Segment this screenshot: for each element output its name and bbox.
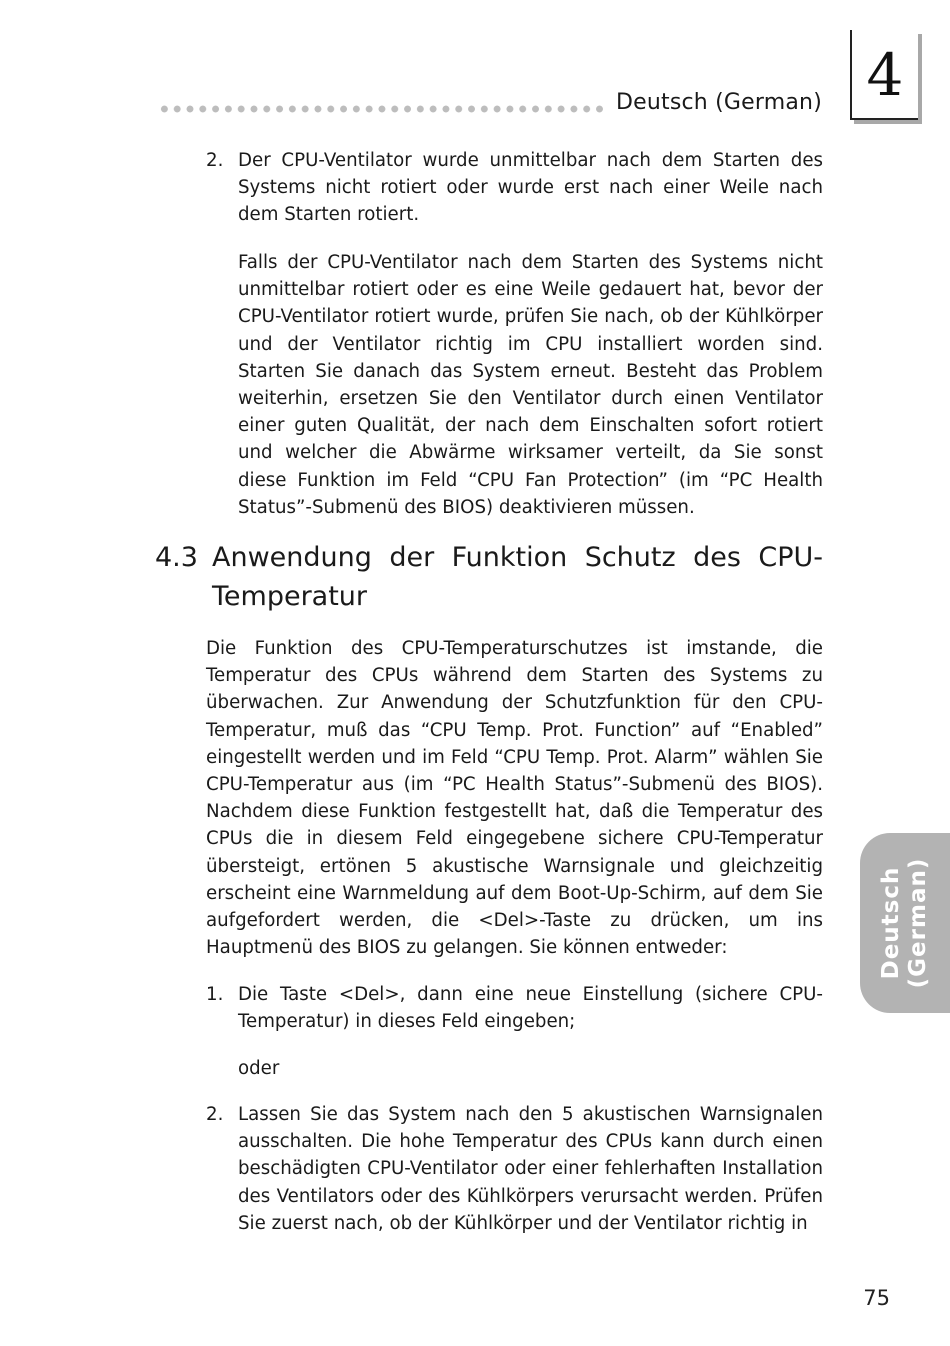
page-number: 75: [863, 1286, 890, 1310]
fan-protection-paragraph: Falls der CPU-Ventilator nach dem Starten des Systems nicht unmittelbar rotiert oder es eine Weile gedauert hat, bevor der CPU-Ventilator rotiert wurde, prüfen Sie nach, ob der Kühlkörper und der Ventilator richtig im CPU installiert worden sind. Starten Sie danach das System erneut. Besteht das Problem weiterhin, ersetzen Sie den Ventilator durch einen Ventilator einer guten Qualität, der nach dem Einschalten sofort rotiert und welcher die Abwärme wirksamer verteilt, da Sie sonst diese Funktion im Feld “CPU Fan Protection” (im “PC Health Status”-Submenü des BIOS) deaktivieren müssen.: [238, 252, 823, 518]
side-tab-line1: Deutsch: [878, 866, 904, 980]
language-side-tab-label: [878, 833, 932, 1013]
list-item-2-top: [206, 147, 823, 229]
section-paragraph: Die Funktion des CPU-Temperaturschutzes ist imstande, die Temperatur des CPUs während dem Starten des Systems zu überwachen. Zur Anwendung der Schutzfunktion für den CPU-Temperatur, muß das “CPU Temp. Prot. Function” auf “Enabled” eingestellt werden und im Feld “CPU Temp. Prot. Alarm” wählen Sie CPU-Temperatur aus (im “PC Health Status”-Submenü des BIOS). Nachdem diese Funktion festgestellt hat, daß die Temperatur des CPUs die in diesem Feld eingegebene sichere CPU-Temperatur übersteigt, ertönen 5 akustische Warnsignale und gleichzeitig erscheint eine Warnmeldung auf dem Boot-Up-Schirm, auf dem Sie aufgefordert werden, die <Del>-Taste zu drücken, um ins Hauptmenü des BIOS zu gelangen. Sie können entweder:: [206, 638, 823, 959]
side-tab-line2: (German): [905, 857, 931, 989]
list-item-text: Lassen Sie das System nach den 5 akustischen Warnsignalen ausschalten. Die hohe Temperatur des CPUs kann durch einen beschädigten CPU-Ventilator oder einer fehlerhaften Installation des Ventilators oder des Kühlkörpers verursacht werden. Prüfen Sie zuerst nach, ob der Kühlkörper und der Ventilator richtig in: [238, 1104, 823, 1234]
running-header-title: Deutsch (German): [615, 90, 822, 115]
header-dot-rule: [158, 103, 606, 115]
list-item-text: Der CPU-Ventilator wurde unmittelbar nach dem Starten des Systems nicht rotiert oder wurde erst nach einer Weile nach dem Starten rotiert.: [238, 150, 823, 226]
list-item-2: [206, 1101, 823, 1237]
list-item-text: Die Taste <Del>, dann eine neue Einstellung (sichere CPU-Temperatur) in dieses Feld eingeben;: [238, 984, 823, 1033]
list-number: 1.: [206, 984, 224, 1005]
section-title: Anwendung der Funktion Schutz des CPU-Temperatur: [212, 542, 823, 612]
chapter-number-box: [850, 30, 918, 120]
language-side-tab: [860, 833, 950, 1013]
chapter-number: 4: [866, 41, 904, 109]
list-number: 2.: [206, 1104, 224, 1125]
section-number: 4.3: [155, 542, 198, 573]
section-heading: [155, 538, 823, 616]
list-number: 2.: [206, 150, 224, 171]
list-item-1: [206, 981, 823, 1035]
oder-text: oder: [238, 1058, 280, 1079]
